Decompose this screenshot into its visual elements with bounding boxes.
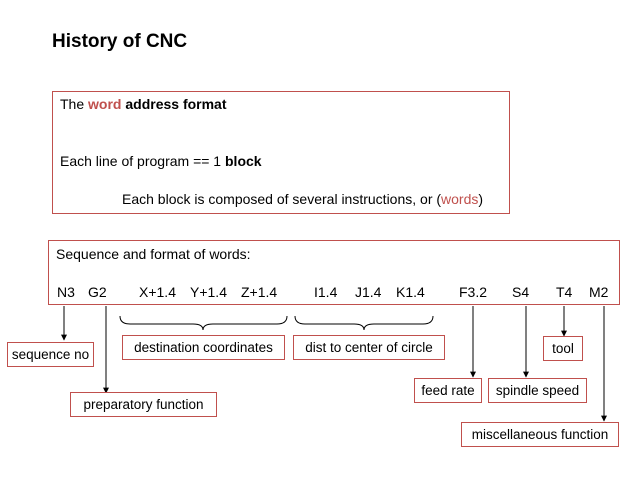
label-sequence-no: sequence no [7, 342, 94, 367]
label-spindle-speed: spindle speed [488, 378, 587, 403]
token-z: Z+1.4 [241, 284, 278, 300]
token-t: T4 [556, 284, 573, 300]
token-s: S4 [512, 284, 530, 300]
label-tool: tool [543, 336, 583, 361]
word-highlight: word [88, 96, 122, 112]
token-g2: G2 [88, 284, 107, 300]
block-definition: Each line of program == 1 block [60, 153, 262, 169]
page-title: History of CNC [52, 31, 188, 52]
words-highlight: words [441, 191, 479, 207]
token-i: I1.4 [314, 284, 338, 300]
label-feed-rate: feed rate [414, 378, 482, 403]
label-dist-to-center: dist to center of circle [293, 335, 445, 360]
token-m: M2 [589, 284, 609, 300]
token-j: J1.4 [355, 284, 382, 300]
token-y: Y+1.4 [190, 284, 227, 300]
label-destination-coordinates: destination coordinates [122, 335, 285, 360]
block-highlight: block [225, 153, 262, 169]
token-k: K1.4 [396, 284, 425, 300]
brace-destination [120, 316, 287, 330]
token-f: F3.2 [459, 284, 488, 300]
token-x: X+1.4 [139, 284, 176, 300]
word-address-heading: The word address format [60, 96, 227, 112]
label-miscellaneous-function: miscellaneous function [461, 422, 619, 447]
sequence-heading: Sequence and format of words: [56, 246, 251, 262]
label-preparatory-function: preparatory function [70, 392, 217, 417]
token-n3: N3 [57, 284, 75, 300]
block-composition: Each block is composed of several instructions, or (words) [122, 191, 484, 207]
brace-distance [295, 316, 433, 330]
